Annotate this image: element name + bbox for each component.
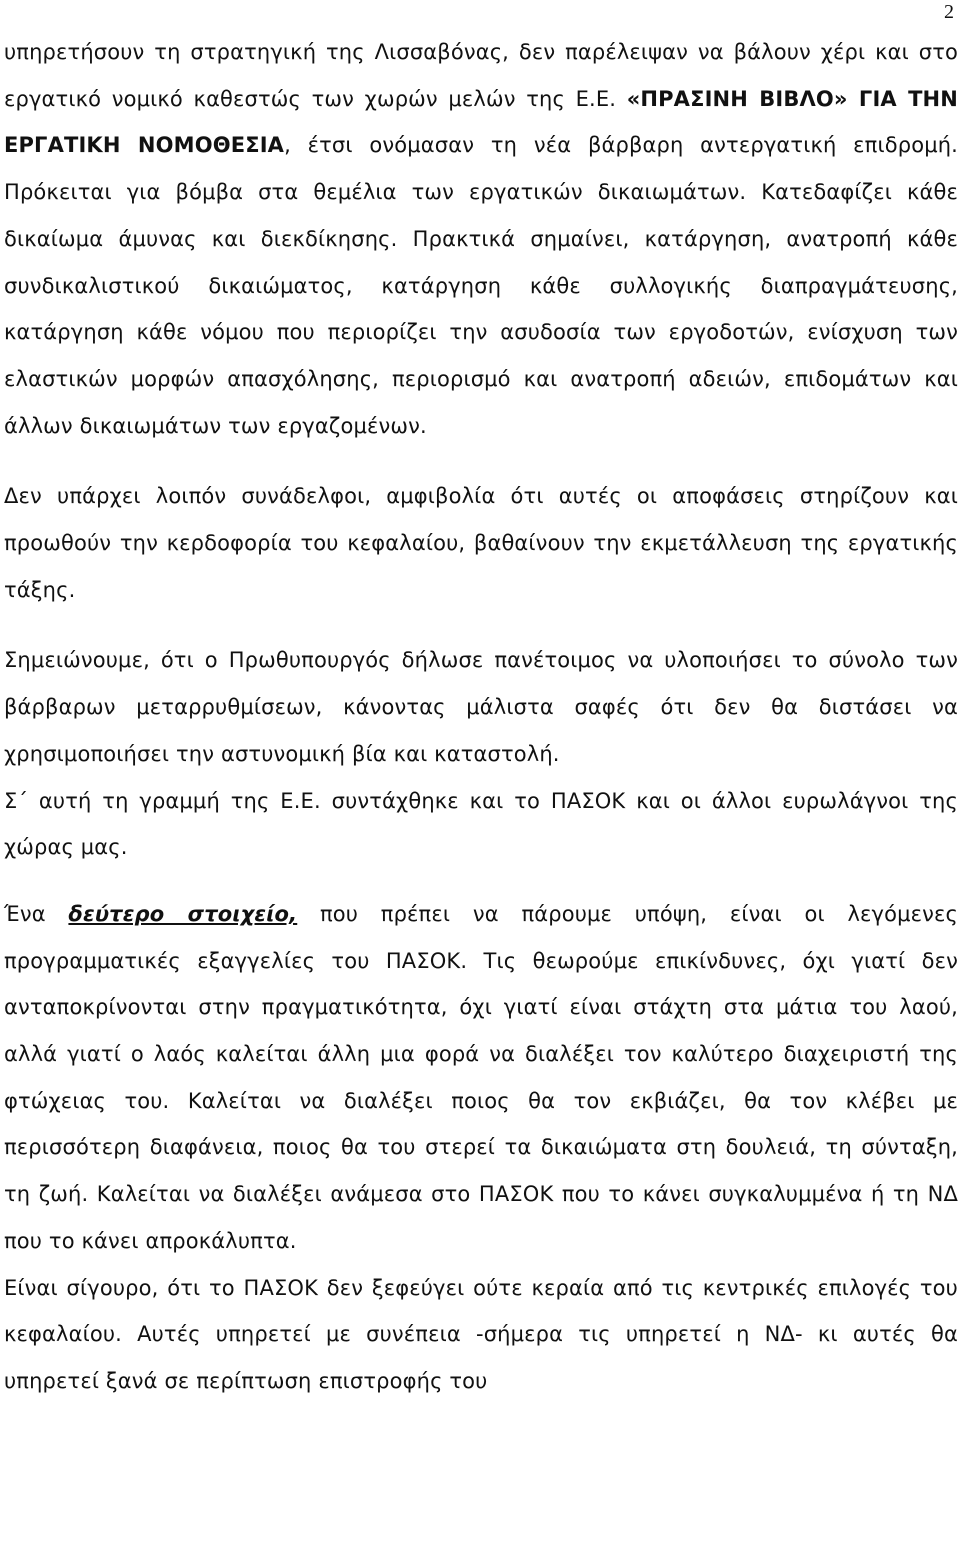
paragraph-text: που πρέπει να πάρουμε υπόψη, είναι οι λεγόμενες προγραμματικές εξαγγελίες του ΠΑΣΟΚ. Τις θεωρούμε επικίνδυνες, όχι γιατί δεν ανταποκρίνονται στην πραγματικότητα, όχι γιατί είναι στάχτη στα μάτια του λαού, αλλά γιατί ο λαός καλείται άλλη μια φορά να διαλέξει τον καλύτερο διαχειριστή της φτώχειας του. Καλείται να διαλέξει ποιος θα τον εκβιάζει, θα τον κλέβει με περισσότερη διαφάνεια, ποιος θα του στερεί τα δικαιώματα στη δουλειά, τη σύνταξη, τη ζωή. Καλείται να διαλέξει ανάμεσα στο ΠΑΣΟΚ που το κάνει συγκαλυμμένα ή τη ΝΔ που το κάνει απροκάλυπτα.	[4, 901, 958, 1253]
paragraph-text: υπηρετήσουν τη στρατηγική της Λισσαβόνας, δεν παρέλειψαν να βάλουν χέρι και στο εργατικό νομικό καθεστώς των χωρών μελών της Ε.Ε.	[4, 40, 958, 111]
paragraph-spacer	[4, 871, 958, 891]
paragraph-certain: Είναι σίγουρο, ότι το ΠΑΣΟΚ δεν ξεφεύγει ούτε κεραία από τις κεντρικές επιλογές του κεφαλαίου. Αυτές υπηρετεί με συνέπεια -σήμερα τις υπηρετεί η ΝΔ- κι αυτές θα υπηρετεί ξανά σε περίπτωση επιστροφής του	[4, 1275, 958, 1393]
second-element-emphasis: δεύτερο στοιχείο,	[68, 901, 298, 926]
paragraph-spacer	[4, 613, 958, 637]
paragraph-pasok-aligned: Σ΄ αυτή τη γραμμή της Ε.Ε. συντάχθηκε και το ΠΑΣΟΚ και οι άλλοι ευρωλάγνοι της χώρας μας.	[4, 788, 958, 860]
document-body	[4, 29, 958, 1405]
paragraph-text: Ένα	[4, 901, 69, 926]
paragraph-prime-minister: Σημειώνουμε, ότι ο Πρωθυπουργός δήλωσε πανέτοιμος να υλοποιήσει το σύνολο των βάρβαρων μεταρρυθμίσεων, κάνοντας μάλιστα σαφές ότι δεν θα διστάσει να χρησιμοποιήσει την αστυνομική βία και καταστολή.	[4, 648, 958, 766]
green-book-title: «ΠΡΑΣΙΝΗ ΒΙΒΛΟ» ΓΙΑ ΤΗΝ ΕΡΓΑΤΙΚΗ ΝΟΜΟΘΕΣΙΑ	[4, 86, 958, 158]
paragraph-spacer	[4, 449, 958, 473]
paragraph-text: , έτσι ονόμασαν τη νέα βάρβαρη αντεργατική επιδρομή. Πρόκειται για βόμβα στα θεμέλια των εργατικών δικαιωμάτων. Κατεδαφίζει κάθε δικαίωμα άμυνας και διεκδίκησης. Πρακτικά σημαίνει, κατάργηση, ανατροπή κάθε συνδικαλιστικού δικαιώματος, κατάργηση κάθε συλλογικής διαπραγμάτευσης, κατάργηση κάθε νόμου που περιορίζει την ασυδοσία των εργοδοτών, ενίσχυση των ελαστικών μορφών απασχόλησης, περιορισμό και ανατροπή αδειών, επιδομάτων και άλλων δικαιωμάτων των εργαζομένων.	[4, 133, 958, 438]
paragraph-second-element	[4, 891, 958, 1265]
paragraph-no-doubt: Δεν υπάρχει λοιπόν συνάδελφοι, αμφιβολία ότι αυτές οι αποφάσεις στηρίζουν και προωθούν την κερδοφορία του κεφαλαίου, βαθαίνουν την εκμετάλλευση της εργατικής τάξης.	[4, 484, 958, 602]
paragraph-lisbon-strategy	[4, 29, 958, 449]
page-number: 2	[944, 1, 954, 23]
